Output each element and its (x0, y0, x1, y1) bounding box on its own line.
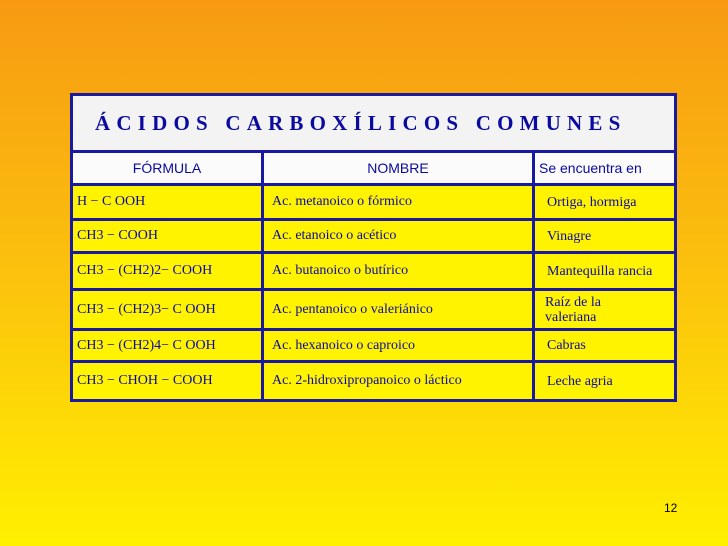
formula-cell: CH3 − CHOH − COOH (73, 363, 264, 399)
page-number: 12 (664, 501, 678, 515)
table-row (73, 254, 674, 291)
found-in-cell: Raíz de la valeriana (535, 291, 674, 328)
found-in-cell: Cabras (535, 331, 674, 360)
name-cell: Ac. 2-hidroxipropanoico o láctico (264, 363, 535, 399)
found-in-cell: Vinagre (535, 221, 674, 251)
found-in-cell: Mantequilla rancia (535, 254, 674, 288)
header-found-in: Se encuentra en (535, 153, 674, 183)
name-cell: Ac. butanoico o butírico (264, 254, 535, 288)
table-title: ÁCIDOS CARBOXÍLICOS COMUNES (73, 96, 674, 153)
name-cell: Ac. pentanoico o valeriánico (264, 291, 535, 328)
table-row (73, 221, 674, 254)
table-row (73, 291, 674, 331)
name-cell: Ac. metanoico o fórmico (264, 186, 535, 218)
formula-cell: CH3 − (CH2)2− COOH (73, 254, 264, 288)
formula-cell: CH3 − COOH (73, 221, 264, 251)
header-row (73, 153, 674, 186)
formula-cell: CH3 − (CH2)4− C OOH (73, 331, 264, 360)
table-row (73, 186, 674, 221)
name-cell: Ac. etanoico o acético (264, 221, 535, 251)
acids-table (70, 93, 677, 402)
found-in-cell: Leche agria (535, 363, 674, 399)
formula-cell: CH3 − (CH2)3− C OOH (73, 291, 264, 328)
name-cell: Ac. hexanoico o caproico (264, 331, 535, 360)
header-name: NOMBRE (264, 153, 535, 183)
table-row (73, 331, 674, 363)
formula-cell: H − C OOH (73, 186, 264, 218)
table-row (73, 363, 674, 399)
found-in-cell: Ortiga, hormiga (535, 186, 674, 218)
header-formula: FÓRMULA (73, 153, 264, 183)
